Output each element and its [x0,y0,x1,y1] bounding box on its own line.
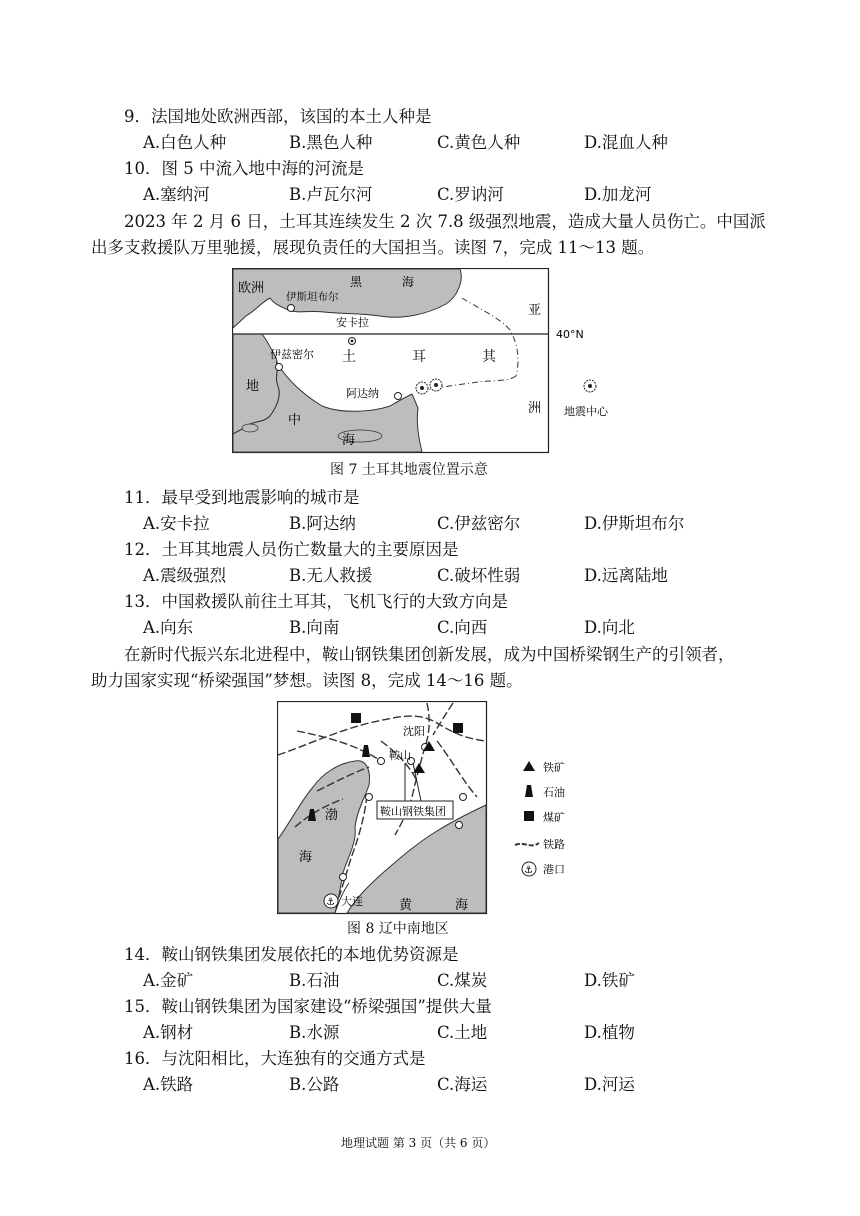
q15-option-c: C.土地 [437,1023,488,1042]
fig8-legend-port: 港口 [543,863,565,876]
fig8-label-huang: 黄 [399,898,413,913]
svg-text:⚓: ⚓ [326,897,335,908]
fig7-label-er: 耳 [412,349,426,365]
fig8-label-bo: 渤 [325,808,339,823]
fig7-legend-epicenter: 地震中心 [564,405,608,418]
fig8-label-shenyang: 沈阳 [403,725,425,738]
question-16-stem: 16．与沈阳相比，大连独有的交通方式是 [124,1049,426,1068]
q14-option-d: D.铁矿 [584,971,635,990]
fig8-label-anshan: 鞍山 [389,749,411,762]
fig7-label-zhong: 中 [288,413,302,428]
fig7-label-di: 地 [246,379,260,394]
q16-option-d: D.河运 [584,1075,635,1094]
passage-2-line-1: 在新时代振兴东北进程中，鞍山钢铁集团创新发展，成为中国桥梁钢生产的引领者， [124,645,735,664]
q9-option-b: B.黑色人种 [289,133,373,152]
q15-option-d: D.植物 [584,1023,635,1042]
q11-option-c: C.伊兹密尔 [437,514,521,533]
question-10-stem: 10．图 5 中流入地中海的河流是 [124,159,364,178]
question-15-stem: 15．鞍山钢铁集团为国家建设“桥梁强国”提供大量 [124,997,492,1016]
figure-7-map [232,268,652,458]
q13-option-d: D.向北 [584,618,635,637]
figure-7-caption: 图 7 土耳其地震位置示意 [330,462,488,478]
q10-option-b: B.卢瓦尔河 [289,185,373,204]
passage-2-line-2: 助力国家实现“桥梁强国”梦想。读图 8，完成 14～16 题。 [91,671,523,690]
q13-option-b: B.向南 [289,618,340,637]
question-13-stem: 13．中国救援队前往土耳其，飞机飞行的大致方向是 [124,592,508,611]
fig8-label-hai: 海 [299,850,313,865]
fig7-label-lat: 40°N [556,328,584,341]
question-9-stem: 9．法国地处欧洲西部，该国的本土人种是 [124,107,432,126]
q14-option-b: B.石油 [289,971,340,990]
q12-option-a: A.震级强烈 [143,566,227,585]
fig7-label-black2: 海 [402,275,415,289]
question-14-stem: 14．鞍山钢铁集团发展依托的本地优势资源是 [124,945,459,964]
q10-option-c: C.罗讷河 [437,185,504,204]
figure-8-map [277,701,577,917]
q14-option-a: A.金矿 [143,971,194,990]
fig7-label-ankara: 安卡拉 [336,316,369,329]
fig7-label-asia1: 亚 [528,303,542,318]
question-12-stem: 12．土耳其地震人员伤亡数量大的主要原因是 [124,540,459,559]
q14-option-c: C.煤炭 [437,971,488,990]
fig7-label-hai: 海 [342,433,356,448]
page-footer: 地理试题 第 3 页（共 6 页） [341,1136,496,1150]
q9-option-c: C.黄色人种 [437,133,521,152]
q13-option-c: C.向西 [437,618,488,637]
fig7-label-tu: 土 [342,349,356,365]
fig7-label-izmir: 伊兹密尔 [270,348,314,361]
q11-option-b: B.阿达纳 [289,514,356,533]
q12-option-b: B.无人救援 [289,566,373,585]
q11-option-a: A.安卡拉 [143,514,210,533]
q16-option-b: B.公路 [289,1075,340,1094]
fig8-legend-rail: 铁路 [543,838,565,851]
question-11-stem: 11．最早受到地震影响的城市是 [124,488,360,507]
fig8-label-dalian: 大连 [341,895,363,908]
q11-option-d: D.伊斯坦布尔 [584,514,685,533]
q10-option-d: D.加龙河 [584,185,652,204]
svg-text:⚓: ⚓ [524,865,533,876]
q9-option-d: D.混血人种 [584,133,668,152]
q13-option-a: A.向东 [143,618,194,637]
passage-1-line-2: 出多支救援队万里驰援，展现负责任的大国担当。读图 7，完成 11～13 题。 [91,238,655,257]
q15-option-a: A.钢材 [143,1023,194,1042]
fig8-label-angang: 鞍山钢铁集团 [380,805,446,818]
fig7-label-black1: 黑 [350,275,363,289]
fig8-legend-coal: 煤矿 [543,811,565,824]
q9-option-a: A.白色人种 [143,133,227,152]
fig8-legend-oil: 石油 [543,786,565,799]
q16-option-c: C.海运 [437,1075,488,1094]
q12-option-d: D.远离陆地 [584,566,668,585]
fig7-label-qi: 其 [482,349,496,365]
q15-option-b: B.水源 [289,1023,340,1042]
fig8-label-hai2: 海 [455,898,469,913]
passage-1-line-1: 2023 年 2 月 6 日，土耳其连续发生 2 次 7.8 级强烈地震，造成大量人员伤亡。中国派 [124,212,766,231]
fig7-label-asia2: 洲 [528,401,542,416]
fig7-label-istanbul: 伊斯坦布尔 [286,291,339,303]
fig7-label-adana: 阿达纳 [346,387,379,400]
q10-option-a: A.塞纳河 [143,185,210,204]
figure-8-caption: 图 8 辽中南地区 [347,921,449,937]
q16-option-a: A.铁路 [143,1075,194,1094]
fig7-label-europe: 欧洲 [238,281,265,296]
q12-option-c: C.破坏性弱 [437,566,521,585]
fig8-legend-iron: 铁矿 [543,761,565,774]
